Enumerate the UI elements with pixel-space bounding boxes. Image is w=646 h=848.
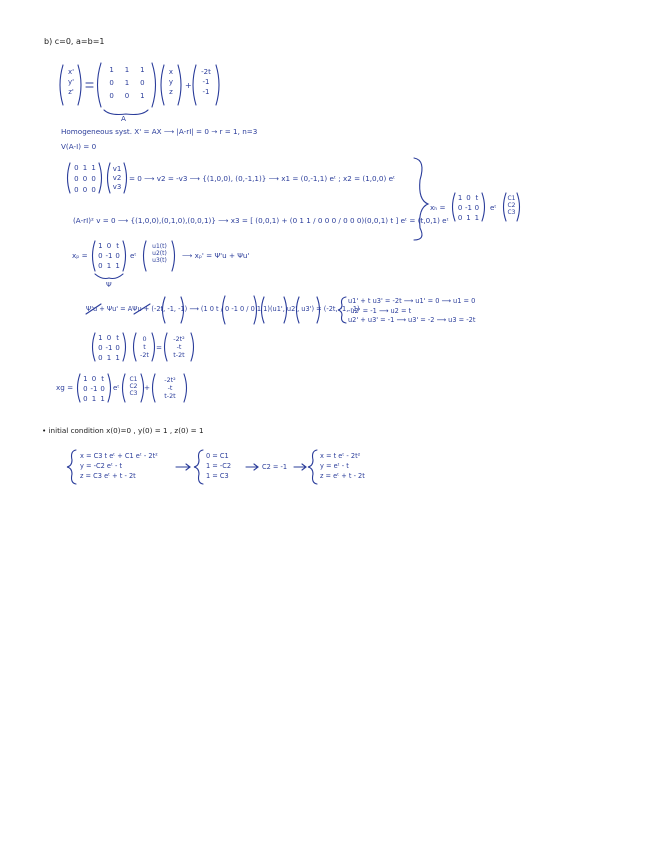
sol-x: x = t eᵗ - 2t² <box>320 452 361 460</box>
lhs-x-prime: x' <box>67 68 75 76</box>
g-12: 0 <box>91 375 97 383</box>
homogeneous-line: Homogeneous syst. X' = AX ⟶ |A-rI| = 0 → r = 1, n=3 <box>61 127 258 136</box>
r-11: 1 <box>98 334 103 342</box>
xg-p2: -t <box>167 384 173 392</box>
var-z: z <box>169 88 173 97</box>
xg-label: xg = <box>56 383 74 392</box>
p-32: 1 <box>106 262 112 270</box>
xp-result-matrix <box>96 335 122 362</box>
h-31: 0 <box>457 214 463 222</box>
part-b-heading: b) c=0, a=b=1 <box>44 37 105 46</box>
lhs-vector <box>64 67 78 97</box>
r-12: 0 <box>106 334 112 342</box>
r-22: -1 <box>105 344 113 352</box>
h-12: 0 <box>466 194 471 202</box>
a-23: 0 <box>140 79 145 87</box>
xp-result-vec <box>137 335 152 359</box>
g-21: 0 <box>83 385 88 393</box>
g-11: 1 <box>83 375 88 383</box>
xp-rest: ⟶ xₚ' = Ψ'u + Ψu' <box>182 251 250 260</box>
h-21: 0 <box>457 204 463 212</box>
a-32: 0 <box>124 92 130 100</box>
eig-rest: = 0 ⟶ v2 = -v3 ⟶ {(1,0,0), (0,-1,1)} ⟶ x1 = (0,-1,1) eᵗ ; x2 = (1,0,0) eᵗ <box>129 174 396 183</box>
sol-z: z = eᵗ + t - 2t <box>320 471 365 480</box>
xg-c3: C3 <box>129 390 138 398</box>
var-x: x <box>168 68 174 76</box>
xg-exp: eᵗ <box>113 383 120 392</box>
variation-line: Ψ'u + Ψu' = AΨu + (-2t, -1, -1) ⟶ (1 0 t / 0 -1 0 / 0 1 1)(u1', u2', u3') = (-2t, -1, -1) <box>86 305 360 313</box>
a-12: 1 <box>124 66 130 74</box>
e-12: 1 <box>82 164 88 172</box>
xp-u-vector <box>147 243 172 265</box>
gen-y: y = -C2 eᵗ - t <box>80 461 123 470</box>
g-23: 0 <box>100 385 105 393</box>
ro-3: t-2t <box>173 351 185 359</box>
a-13: 1 <box>140 66 145 74</box>
forcing-3: -1 <box>202 88 210 97</box>
p-31: 0 <box>98 262 103 270</box>
sol-y: y = eᵗ - t <box>320 461 349 470</box>
xp-result-eq: = <box>156 343 163 352</box>
xp-label: xₚ = <box>72 251 88 260</box>
eig-vec <box>110 165 124 192</box>
xg-coeffs <box>126 376 141 398</box>
a-33: 1 <box>140 92 145 100</box>
p-23: 0 <box>115 252 120 260</box>
at-zero <box>206 452 231 482</box>
h-13: t <box>475 194 479 202</box>
v3: v3 <box>112 183 122 192</box>
v1: v1 <box>112 165 122 173</box>
u3-t: u3(t) <box>152 257 167 265</box>
g-13: t <box>101 375 105 383</box>
u-eq-3: u2' + u3' = -1 ⟶ u3' = -2 ⟶ u3 = -2t <box>348 316 476 325</box>
particular-solution <box>320 452 365 482</box>
e-21: 0 <box>74 175 79 183</box>
eig-matrix <box>72 165 98 194</box>
a-22: 1 <box>124 79 130 87</box>
p-21: 0 <box>98 252 103 260</box>
p-33: 1 <box>115 262 120 270</box>
xh-label: xₕ = <box>430 203 446 212</box>
general-solution <box>80 452 158 482</box>
xg-matrix <box>81 376 107 403</box>
rv-2: t <box>143 343 146 351</box>
e-31: 0 <box>74 186 79 194</box>
gen-x: x = C3 t eᵗ + C1 eᵗ - 2t² <box>80 452 158 460</box>
xp-exp: eᵗ <box>130 251 137 260</box>
xh-c2: C2 <box>507 202 516 210</box>
lhs-z-prime: z' <box>68 88 74 97</box>
ro-1: -2t² <box>173 335 185 343</box>
g-33: 1 <box>100 395 105 403</box>
xh-matrix <box>456 195 481 222</box>
u1-t: u1(t) <box>152 243 167 250</box>
g-31: 0 <box>83 395 88 403</box>
a-31: 0 <box>109 92 114 100</box>
r-33: 1 <box>115 354 120 362</box>
matrix-a-label: A <box>121 114 126 123</box>
e-32: 0 <box>82 186 88 194</box>
g-22: -1 <box>90 385 98 393</box>
matrix-a <box>104 67 150 100</box>
r-23: 0 <box>115 344 120 352</box>
u-system <box>348 297 475 326</box>
p-11: 1 <box>98 242 103 250</box>
p-12: 0 <box>106 242 112 250</box>
ro-2: -t <box>176 343 182 351</box>
r-32: 1 <box>106 354 112 362</box>
u-eq-2: -u2' = -1 ⟶ u2 = t <box>348 306 412 315</box>
xh-coeffs <box>506 195 517 217</box>
h-32: 1 <box>466 214 471 222</box>
xg-p3: t-2t <box>164 392 176 400</box>
r-31: 0 <box>98 354 103 362</box>
r-21: 0 <box>98 344 103 352</box>
h-33: 1 <box>474 214 480 222</box>
p-13: t <box>116 242 120 250</box>
xg-p1: -2t² <box>164 376 176 384</box>
xg-c2: C2 <box>129 383 138 391</box>
gen-z: z = C3 eᵗ + t - 2t <box>80 471 136 480</box>
v2: v2 <box>112 174 122 183</box>
rv-3: -2t <box>140 351 149 359</box>
at-zero-x: 0 = C1 <box>206 452 229 460</box>
xg-c1: C1 <box>129 376 138 383</box>
c2-value: C2 = -1 <box>262 463 288 471</box>
h-23: 0 <box>474 204 480 212</box>
rv-1: 0 <box>142 335 147 343</box>
r-13: t <box>116 334 120 342</box>
at-zero-y: 1 = -C2 <box>206 461 232 470</box>
gen-eig-line: (A-rI)² v = 0 ⟶ {(1,0,0),(0,1,0),(0,0,1)} ⟶ x3 = [ (0,0,1) + (0 1 1 / 0 0 0 / 0 0 0)(0,0,1) t ] eᵗ = (t,0,1) eᵗ <box>73 216 449 225</box>
forcing-vector <box>196 67 216 97</box>
v-line: V(A-I) = 0 <box>61 142 97 151</box>
xp-matrix <box>96 243 122 270</box>
g-32: 1 <box>91 395 97 403</box>
at-zero-z: 1 = C3 <box>206 471 229 480</box>
e-23: 0 <box>91 175 96 183</box>
xg-particular <box>156 376 184 400</box>
initial-condition-heading: • initial condition x(0)=0 , y(0) = 1 , z(0) = 1 <box>42 426 204 435</box>
var-y: y <box>168 78 174 87</box>
u-eq-1: u1' + t u3' = -2t ⟶ u1' = 0 ⟶ u1 = 0 <box>348 297 476 305</box>
e-22: 0 <box>82 175 88 183</box>
lhs-y-prime: y' <box>67 78 75 87</box>
e-11: 0 <box>74 164 79 172</box>
xh-c3: C3 <box>507 209 516 217</box>
u2-t: u2(t) <box>152 250 167 258</box>
psi-label: Ψ <box>106 280 112 289</box>
p-22: -1 <box>105 252 113 260</box>
a-11: 1 <box>109 66 114 74</box>
a-21: 0 <box>109 79 114 87</box>
h-22: -1 <box>465 204 472 212</box>
plus-sign: + <box>185 81 192 90</box>
h-11: 1 <box>457 194 463 202</box>
vars-vector <box>165 67 177 97</box>
xh-exp: eᵗ <box>490 203 497 212</box>
forcing-1: -2t <box>201 68 211 76</box>
e-13: 1 <box>91 164 96 172</box>
xp-result-out <box>167 335 191 359</box>
forcing-2: -1 <box>202 78 210 87</box>
xg-plus: + <box>144 383 151 392</box>
xh-c1: C1 <box>507 195 516 202</box>
e-33: 0 <box>91 186 96 194</box>
